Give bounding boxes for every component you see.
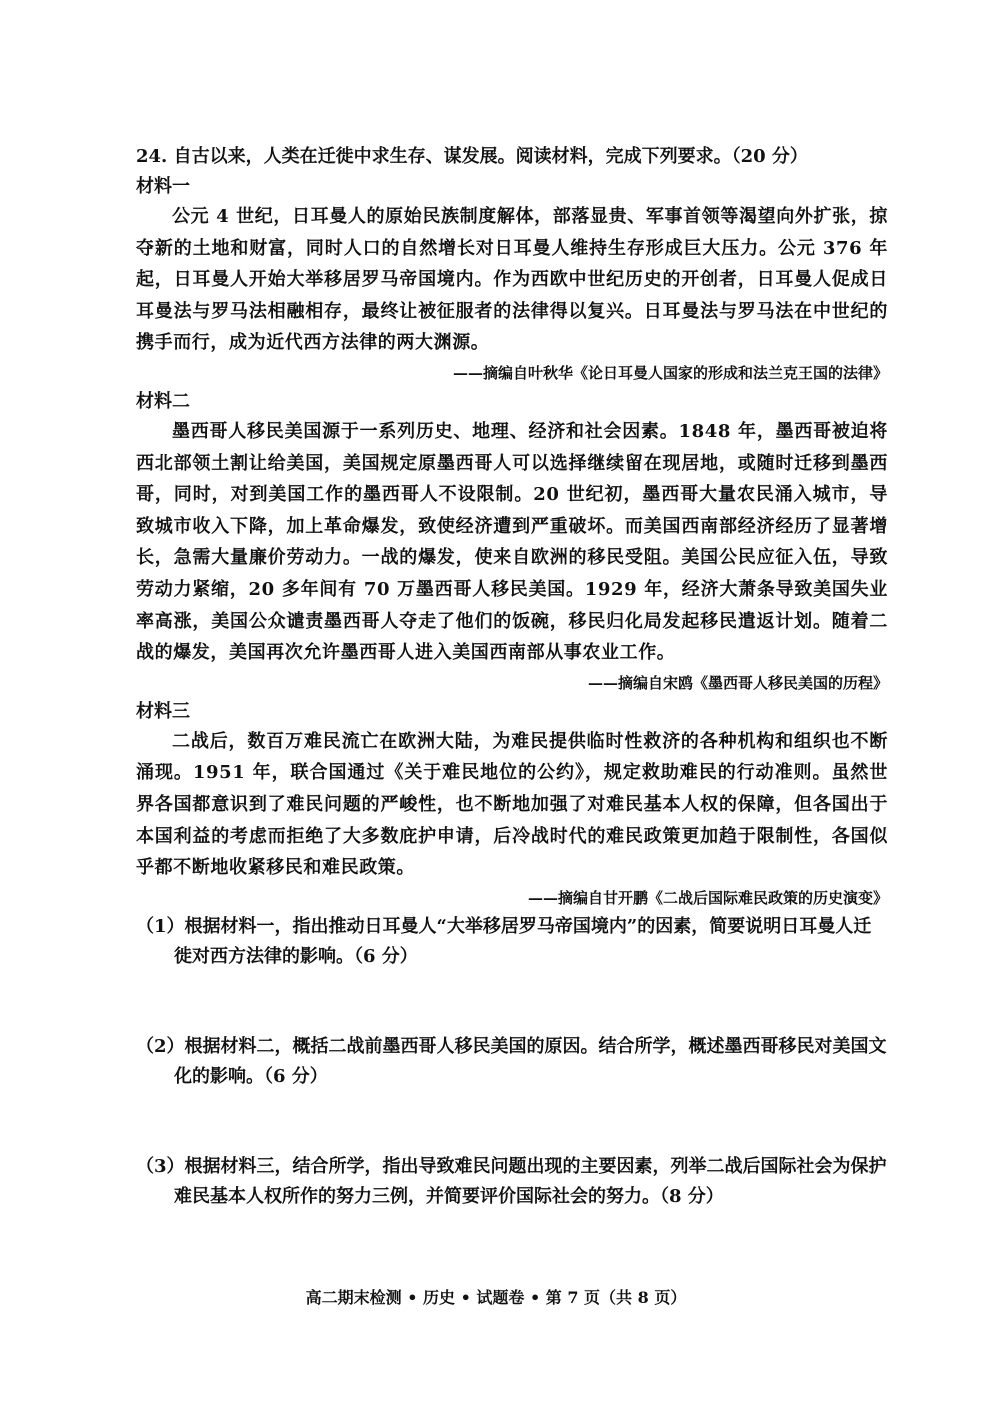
material-3-title: 材料三 xyxy=(136,700,190,722)
answer-space-1 xyxy=(136,972,888,1032)
sub-question-3: （3）根据材料三，结合所学，指出导致难民问题出现的主要因素，列举二战后国际社会为保护难民基本人权所作的努力三例，并简要评价国际社会的努力。（8 分） xyxy=(136,1155,887,1207)
answer-space-2 xyxy=(136,1092,888,1152)
material-2-source: ——摘编自宋鸥《墨西哥人移民美国的历程》 xyxy=(587,673,888,692)
material-2-title: 材料二 xyxy=(136,390,190,412)
material-1-text: 公元 4 世纪，日耳曼人的原始民族制度解体，部落显贵、军事首领等渴望向外扩张，掠夺新的土地和财富，同时人口的自然增长对日耳曼人维持生存形成巨大压力。公元 376 年起，日耳曼人开始大举移居罗马帝国境内。作为西欧中世纪历史的开创者，日耳曼人促成日耳曼法与罗马法相融相存，最终让被征服者的法律得以复兴。日耳曼法与罗马法在中世纪的携手而行，成为近代西方法律的两大渊源。 xyxy=(136,206,888,354)
material-3-text: 二战后，数百万难民流亡在欧洲大陆，为难民提供临时性救济的各种机构和组织也不断涌现。1951 年，联合国通过《关于难民地位的公约》，规定救助难民的行动准则。虽然世界各国都意识到了难民问题的严峻性，也不断地加强了对难民基本人权的保障，但各国出于本国利益的考虑而拒绝了大多数庇护申请，后冷战时代的难民政策更加趋于限制性，各国似乎都不断地收紧移民和难民政策。 xyxy=(136,730,888,879)
sub-question-1: （1）根据材料一，指出推动日耳曼人“大举移居罗马帝国境内”的因素，简要说明日耳曼人迁徙对西方法律的影响。（6 分） xyxy=(136,915,872,967)
question-header: 24. 自古以来，人类在迁徙中求生存、谋发展。阅读材料，完成下列要求。（20 分） xyxy=(136,146,808,167)
page-footer: 高二期末检测 • 历史 • 试题卷 • 第 7 页（共 8 页） xyxy=(305,1288,687,1307)
question-block xyxy=(136,142,888,1212)
sub-question-2: （2）根据材料二，概括二战前墨西哥人移民美国的原因。结合所学，概述墨西哥移民对美国文化的影响。（6 分） xyxy=(136,1035,887,1087)
material-1-title: 材料一 xyxy=(136,176,190,197)
material-2-text: 墨西哥人移民美国源于一系列历史、地理、经济和社会因素。1848 年，墨西哥被迫将西北部领土割让给美国，美国规定原墨西哥人可以选择继续留在现居地，或随时迁移到墨西哥，同时，对到美国工作的墨西哥人不设限制。20 世纪初，墨西哥大量农民涌入城市，导致城市收入下降，加上革命爆发，致使经济遭到严重破坏。而美国西南部经济经历了显著增长，急需大量廉价劳动力。一战的爆发，使来自欧洲的移民受阻。美国公民应征入伍，导致劳动力紧缩，20 多年间有 70 万墨西哥人移民美国。1929 年，经济大萧条导致美国失业率高涨，美国公众谴责墨西哥人夺走了他们的饭碗，移民归化局发起移民遣返计划。随着二战的爆发，美国再次允许墨西哥人进入美国西南部从事农业工作。 xyxy=(136,420,888,664)
material-1-source: ——摘编自叶秋华《论日耳曼人国家的形成和法兰克王国的法律》 xyxy=(452,363,888,382)
material-3-source: ——摘编自甘开鹏《二战后国际难民政策的历史演变》 xyxy=(527,888,888,907)
